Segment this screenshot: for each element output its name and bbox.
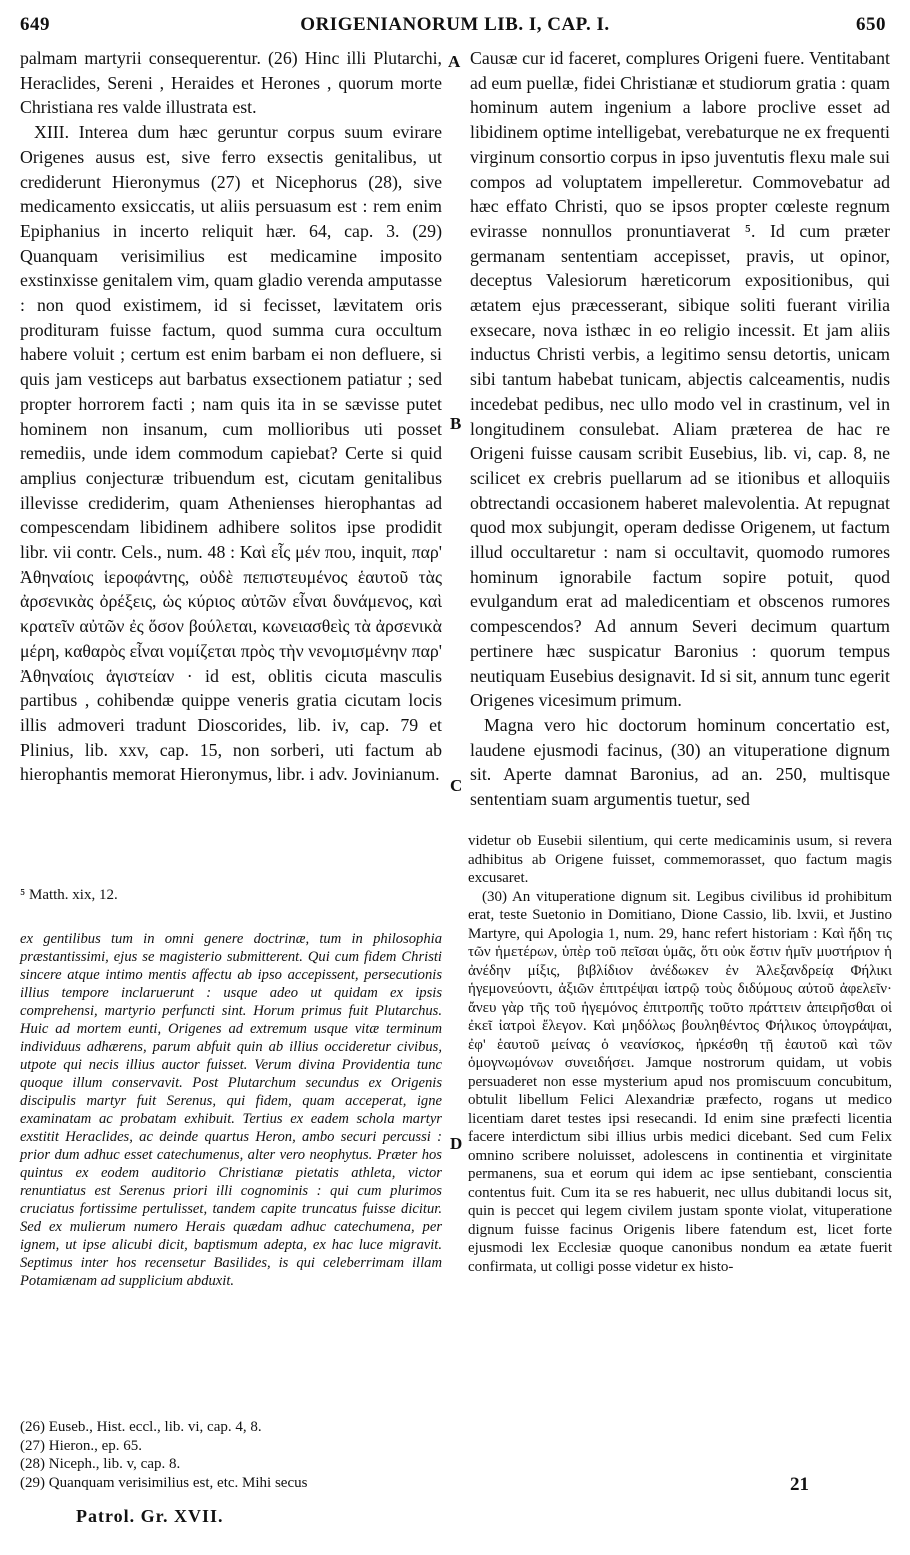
left-paragraph-1: palmam martyrii consequerentur. (26) Hinc illi Plutarchi, Heraclides, Sereni , Heraides et Herones , quorum morte Christiana res valde illustrata est. xyxy=(20,48,442,118)
left-column-notes xyxy=(20,930,442,1290)
note-29-continuation: videtur ob Eusebii silentium, qui certe medicaminis usum, si revera adhibitus ab Origene fuisset, commemorasset, quo factum magis excusaret. xyxy=(468,833,892,886)
margin-letter-d: D xyxy=(450,1134,463,1153)
margin-letter-a: A xyxy=(448,52,461,71)
margin-letter-c: C xyxy=(450,776,463,795)
right-column-notes xyxy=(468,832,892,1276)
right-column-main-text xyxy=(470,46,890,810)
right-paragraph-1: Causæ cur id faceret, complures Origeni fuere. Ventitabant ad eum puellæ, fidei Christianæ et studiorum gratia : quam hominum autem ingenium a labore proclive esset ad libidinem optime intelligebat, verebaturque ne ex frequenti virginum consortio corpus in ipso juventutis flexu male sui compos ad voluptatem impelleretur. Commovebatur ad hæc effato Christi, quo se ipsos propter cœleste regnum evirasse nonnullos pronuntiaverat ⁵. Id cum præter germanam sententiam accepisset, pravis, ut opinor, deceptus Valesiorum hæreticorum expositionibus, qui ætatem ejus præcesserant, sibique soliti fuerant virilia exsecare, nova isthæc in eo religio incessit. Et jam aliis inductus Christi verbis, a legitimo sensu detortis, unicam sibi tantum habebat tunicam, abjectis calceamentis, nudis incedebat pedibus, nec ullo modo vel in crastinum, vel in longitudinem consulebat. Aliam præterea de hac re Origeni fuisse causam scribit Eusebius, lib. vi, cap. 8, ne scilicet ex crebris puellarum ad se itionibus et alloquiis obtrectandi occasionem haberet malevolentia. At repugnat quod mox subjungit, operam dedisse Origenem, ut factum illud occultaretur : nam si occultavit, quomodo rumores hominum ignorabile factum sopire potuit, quod evulgandum erat ad maledicentiam et obscenos rumores compescendos? Ad annum Severi decimum quartum pertinere hæc suspicatur Baronius : quorum tempus neutiquam Eusebius designavit. Id si sit, annum tunc egerit Origenes vicesimum primum. xyxy=(470,48,890,711)
left-column-main-text xyxy=(20,46,442,912)
note-27: (27) Hieron., ep. 65. xyxy=(20,1437,143,1454)
note-26: (26) Euseb., Hist. eccl., lib. vi, cap. 4, 8. xyxy=(20,1419,262,1435)
series-signature: Patrol. Gr. XVII. xyxy=(76,1506,224,1526)
reference-notes xyxy=(20,1418,442,1492)
margin-letter-b: B xyxy=(450,414,462,433)
note-30: (30) An vituperatione dignum sit. Legibus civilibus id prohibitum erat, teste Suetonio in Domitiano, Dione Cassio, lib. lxvii, et Justino Martyre, qui Apologia 1, num. 29, hanc refert historiam : Καὶ ἤδη τις τῶν ἡμετέρων, ὑπὲρ τοῦ πεῖσαι ὑμᾶς, ὅτι οὐκ ἔστιν ἡμῖν μυστήριον ἡ ἀνέδην μίξις, βιβλίδιον ἀνέδωκεν ἐν Ἀλεξανδρείᾳ Φήλικι ἡγεμονεύοντι, ἀξιῶν ἐπιτρέψαι ἰατρῷ τοὺς διδύμους αὐτοῦ ἀφελεῖν· ἄνευ γὰρ τῆς τοῦ ἡγεμόνος ἐπιτροπῆς τοῦτο πράττειν ἀπειρῆσθαι οἱ ἐκεῖ ἰατροὶ ἔλεγον. Καὶ μηδόλως βουληθέντος Φήλικος ὑπογράψαι, ἐφ' ἑαυτοῦ μείνας ὁ νεανίσκος, ἠρκέσθη τῇ ἑαυτοῦ καὶ τῶν ὁμογνωμόνων συνειδήσει. Jamque nostrorum quidam, ut vobis persuaderet non esse mysterium apud nos promiscuum concubitum, obtulit libellum Felici Alexandriæ præfecto, rogans ut medico licentiam daret testes ipsi resecandi. Id enim sine præfecti licentia facere interdictum sibi illius urbis medici dicebant. Sed cum Felix omnino scribere noluisset, adolescens in continentia et virginitate permanens, sua et eorum qui idem ac ipse sentiebant, conscientia contentus fuit. Cum ita se res habuerit, nec ullus dubitandi locus sit, quin is peccet qui legem civilem justam sponte violat, vituperatione dignum fuisse facinus Origenis libere fatendum est, licet forte ejusmodi lex Ecclesiæ quoque canonibus nondum ea ætate fuerit confirmata, ut colligi posse videtur ex histo- xyxy=(468,888,892,1275)
right-page-number: 650 xyxy=(856,14,886,35)
left-page-number: 649 xyxy=(20,14,50,35)
note-28: (28) Niceph., lib. v, cap. 8. xyxy=(20,1456,181,1472)
scripture-footnote: ⁵ Matth. xix, 12. xyxy=(20,887,118,903)
sheet-number: 21 xyxy=(790,1474,809,1495)
left-paragraph-2: XIII. Interea dum hæc geruntur corpus suum evirare Origenes ausus est, sive ferro exsectis genitalibus, ut crediderunt Hieronymus (27) et Nicephorus (28), sive medicamento exsiccatis, ut aliis persuasum est : rem enim Epiphanius in incerto reliquit hær. 64, cap. 3. (29) Quanquam verisimilius est medicamine imposito exstinxisse genitalem vim, quam gladio verenda amputasse : non quod existimem, id si fecisset, lævitatem oris prodituram fuisse factum, quod summa cura occultum habere voluit ; certum est enim barbam ei non defluere, si quis jam vesticeps aut barbatus exsectionem patiatur ; sed propter horrorem facti ; nam quis ita in se sævisse putet hominem non insanum, cum mollioribus uti posset remediis, unde idem commodum capiebat? Certe si quid amplius conjecturæ tribuendum est, cicutam genitalibus illevisse crediderim, quam Athenienses hierophantas ad compescendam libidinem adhibere solitos ipse prodidit libr. vii contr. Cels., num. 48 : Καὶ εἷς μέν που, inquit, παρ' Ἀθηναίοις ἱεροφάντης, οὐδὲ πεπιστευμένος ἑαυτοῦ τὰς ἀρσενικὰς ὀρέξεις, ὡς κύριος αὐτῶν εἶναι δυνάμενος, καὶ κρατεῖν αὐτῶν ἐς ὅσον βούλεται, κωνειασθεὶς τὰ ἀρσενικὰ μέρη, καθαρὸς εἶναι νομίζεται πρὸς τὴν νενομισμένην παρ' Ἀθηναίοις ἁγιστείαν · id est, oblitis cicuta masculis partibus , cohibendæ quippe veneris gratia cicutam locis illis admoveri tradunt Dioscorides, lib. iv, cap. 79 et Plinius, lib. xxv, cap. 15, non sorberi, uti factum ab hierophantis memorat Hieronymus, libr. i adv. Jovinianum. xyxy=(20,122,442,785)
right-paragraph-2: Magna vero hic doctorum hominum concertatio est, laudene ejusmodi facinus, (30) an vituperatione dignum sit. Aperte damnat Baronius, ad an. 250, multisque sententiam suam argumentis tuetur, sed xyxy=(470,714,890,810)
note-29: (29) Quanquam verisimilius est, etc. Mihi secus xyxy=(20,1474,308,1491)
running-title: ORIGENIANORUM LIB. I, CAP. I. xyxy=(300,14,610,35)
note-continuation: ex gentilibus tum in omni genere doctrinæ, tum in philosophia præstantissimi, ejus se magisterio submitterent. Qui cum fidem Christi sincere atque intimo mentis affectu ab ipso accepissent, persecutionis illius tempore inclaruerunt : usque adeo ut quidam ex ipsis comprehensi, martyrio perfuncti sint. Horum primus fuit Plutarchus. Huic ad mortem eunti, Origenes ad extremum usque vitæ terminum individuus adhærens, parum abfuit quin ab illius occideretur civibus, utpote qui necis illius auctor fuisset. Verum divina Providentia tunc quoque illum conservavit. Post Plutarchum secundus ex Origenis discipulis martyr fuit Serenus, qui fidem, quam acceperat, igne examinatam ac probatam exhibuit. Tertius ex eadem schola martyr exstitit Heraclides, ac deinde quartus Heron, ambo securi percussi : prior dum adhuc esset catechumenus, alter vero neophytus. Præter hos quintus ex eodem auditorio Christianæ pietatis athleta, victor renuntiatus est Serenus priori illi cognominis : qui cum plurimos cruciatus fortissime pertulisset, tandem capite truncatus fuisse dicitur. Sed ex mulierum numero Herais quædam adhuc catechumena, per ignem, ut ipse alicubi dicit, baptismum adepta, ex hac luce migravit. Septimus inter hos recensetur Basilides, is qui celeberrimam illam Potamiænam ad supplicium abduxit. xyxy=(20,931,442,1289)
